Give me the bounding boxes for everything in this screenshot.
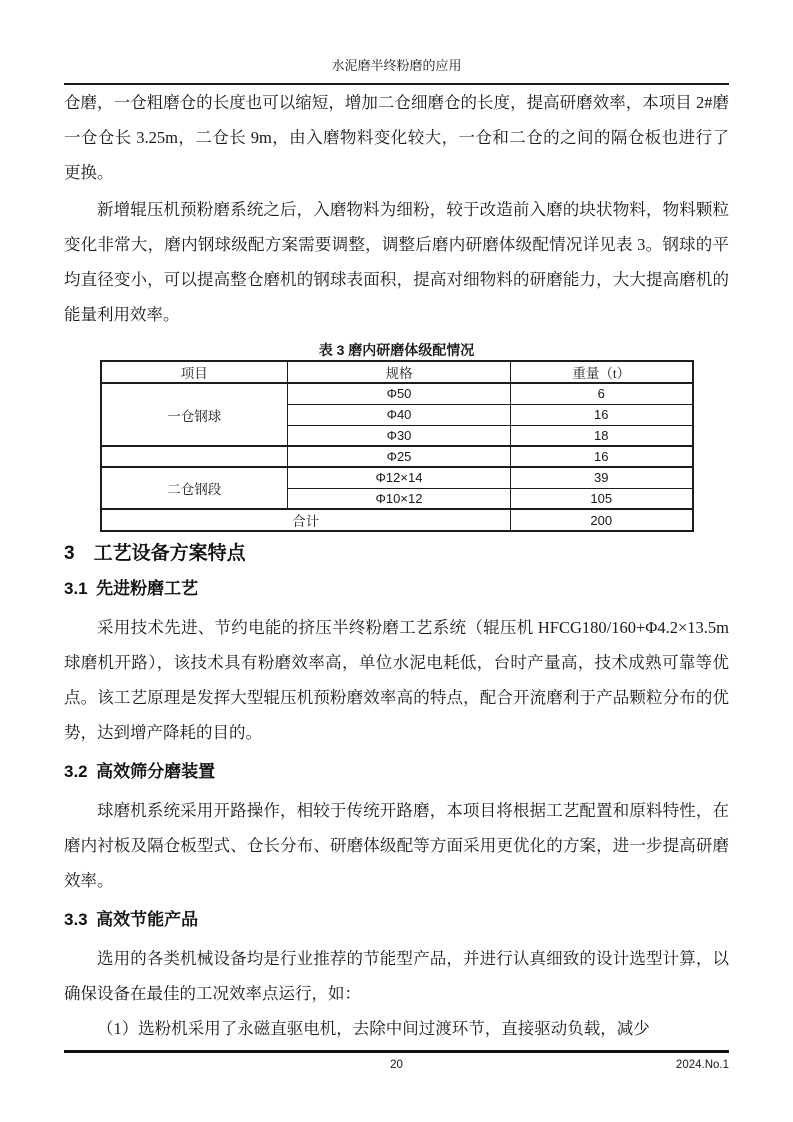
section-number: 3 (64, 543, 75, 564)
column-header-item: 项目 (101, 361, 288, 383)
item-cell: 一仓钢球 (101, 383, 288, 446)
subsection-number: 3.3 (64, 910, 88, 929)
table-row (101, 446, 693, 467)
table-total-row (101, 509, 693, 531)
weight-cell: 18 (511, 425, 693, 446)
total-value-cell: 200 (511, 509, 693, 531)
paragraph: 新增辊压机预粉磨系统之后，入磨物料为细粉，较于改造前入磨的块状物料，物料颗粒变化非常大，磨内钢球级配方案需要调整，调整后磨内研磨体级配情况详见表 3。钢球的平均直径变小，可以提高整仓磨机的钢球表面积，提高对细物料的研磨能力，大大提高磨机的能量利用效率。 (64, 200, 729, 324)
item-cell (101, 446, 288, 467)
table-caption: 表 3 磨内研磨体级配情况 (318, 342, 475, 358)
column-header-weight: 重量（t） (511, 361, 693, 383)
page-content (64, 0, 729, 1046)
paragraph: 采用技术先进、节约电能的挤压半终粉磨工艺系统（辊压机 HFCG180/160+Φ4.2×13.5m 球磨机开路），该技术具有粉磨效率高，单位水泥电耗低，台时产量高，技术成熟可靠等优点。该工艺原理是发挥大型辊压机预粉磨效率高的特点，配合开流磨利于产品颗粒分布的优势，达到增产降耗的目的。 (64, 618, 729, 742)
weight-cell: 39 (511, 467, 693, 488)
subsection-number: 3.1 (64, 579, 88, 598)
column-header-spec: 规格 (288, 361, 511, 383)
total-label-cell: 合计 (101, 509, 511, 531)
subsection-title: 高效节能产品 (96, 910, 199, 929)
weight-cell: 16 (511, 404, 693, 425)
spec-cell: Φ50 (288, 383, 511, 404)
list-item-1: （1）选粉机采用了永磁直驱电机，去除中间过渡环节，直接驱动负载，减少 (97, 1019, 650, 1038)
footer-rule (64, 1050, 729, 1053)
paragraph: 球磨机系统采用开路操作，相较于传统开路磨，本项目将根据工艺配置和原料特性，在磨内衬板及隔仓板型式、仓长分布、研磨体级配等方面采用更优化的方案，进一步提高研磨效率。 (64, 801, 729, 890)
grinding-media-table (100, 360, 694, 532)
subsection-title: 高效筛分磨装置 (96, 762, 216, 781)
page-number: 20 (390, 1059, 403, 1071)
spec-cell: Φ12×14 (288, 467, 511, 488)
section-heading-3 (64, 541, 729, 567)
table-row (101, 383, 693, 404)
spec-cell: Φ10×12 (288, 488, 511, 509)
paragraph: 选用的各类机械设备均是行业推荐的节能型产品，并进行认真细致的设计选型计算，以确保设备在最佳的工况效率点运行，如： (64, 949, 729, 1003)
running-header (64, 0, 729, 85)
item-cell: 二仓钢段 (101, 467, 288, 509)
section-title: 工艺设备方案特点 (93, 543, 246, 564)
spec-cell: Φ30 (288, 425, 511, 446)
page-footer (64, 1050, 729, 1075)
running-title: 水泥磨半终粉磨的应用 (331, 58, 462, 73)
spec-cell: Φ40 (288, 404, 511, 425)
table-row (101, 467, 693, 488)
paragraph-continuation: 仓磨，一仓粗磨仓的长度也可以缩短，增加二仓细磨仓的长度，提高研磨效率，本项目 2#磨一仓仓长 3.25m，二仓长 9m，由入磨物料变化较大，一仓和二仓的之间的隔仓板也进行了更换。 (64, 93, 729, 182)
weight-cell: 16 (511, 446, 693, 467)
table-header-row (101, 361, 693, 383)
spec-cell: Φ25 (288, 446, 511, 467)
footer-row (64, 1057, 729, 1075)
subsection-heading-3-2 (64, 760, 729, 784)
subsection-heading-3-1 (64, 577, 729, 601)
issue-label: 2024.No.1 (675, 1059, 729, 1071)
subsection-title: 先进粉磨工艺 (96, 579, 199, 598)
subsection-number: 3.2 (64, 762, 88, 781)
page-body (64, 85, 729, 1046)
weight-cell: 105 (511, 488, 693, 509)
subsection-heading-3-3 (64, 908, 729, 932)
weight-cell: 6 (511, 383, 693, 404)
